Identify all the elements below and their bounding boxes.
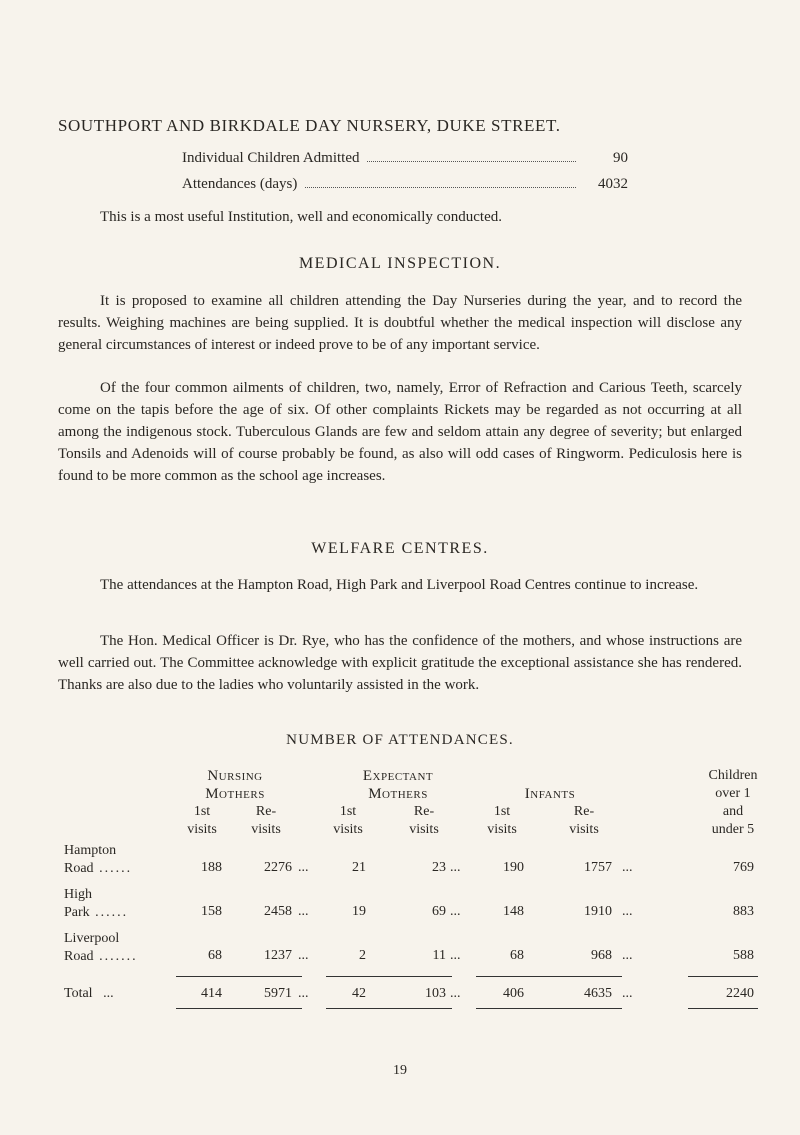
page-heading: SOUTHPORT AND BIRKDALE DAY NURSERY, DUKE STREET.	[58, 116, 561, 135]
header-expectant: Expectant	[362, 768, 434, 784]
dot-leader: ...	[622, 948, 633, 963]
medical-paragraph-1: It is proposed to examine all children attending the Day Nurseries during the year, and to record the results. Weighing machines are being supplied. It is doubtful whether the medical inspection will disclose any general circumstances of interest or indeed prove to be of any important service.	[58, 293, 742, 353]
header-children-over: over 1	[715, 786, 751, 801]
cell-highpark-nm-re: 2458	[264, 904, 292, 919]
welfare-paragraph-1: The attendances at the Hampton Road, High Park and Liverpool Road Centres continue to increase.	[100, 577, 699, 593]
subheader-in-first-visits: visits	[487, 822, 517, 837]
dot-leader	[367, 160, 576, 162]
header-expectant-mothers: Mothers	[368, 786, 428, 802]
cell-highpark-nm-first: 158	[201, 904, 222, 919]
cell-total-in-re: 4635	[584, 986, 612, 1001]
cell-liverpool-nm-re: 1237	[264, 948, 292, 963]
rule-total-top	[476, 976, 622, 977]
cell-liverpool-nm-first: 68	[208, 948, 222, 963]
rule-total-bottom	[476, 1008, 622, 1009]
dot-leader: ...	[450, 860, 461, 875]
stat-value: 90	[613, 150, 628, 166]
dot-leader: ...	[450, 904, 461, 919]
dot-leader	[305, 186, 576, 188]
page-number: 19	[393, 1063, 407, 1078]
stat-row-attendances	[182, 176, 628, 193]
header-children-and: and	[722, 804, 744, 819]
row-label-line2: Park	[64, 905, 90, 920]
welfare-section-title: WELFARE CENTRES.	[311, 540, 489, 557]
subheader-nm-re-visits: visits	[251, 822, 281, 837]
subheader-em-first: 1st	[339, 804, 357, 819]
total-label-row	[64, 986, 114, 1002]
cell-highpark-children: 883	[733, 904, 754, 919]
subheader-em-re: Re-	[413, 804, 435, 819]
row-label	[64, 930, 184, 966]
welfare-paragraph-2: The Hon. Medical Officer is Dr. Rye, who has the confidence of the mothers, and whose instructions are well carried out. The Committee acknowledge with explicit gratitude the exceptional assistance she has rendered. Thanks are also due to the ladies who voluntarily assisted in the work.	[58, 633, 742, 693]
header-nursing-mothers: Mothers	[205, 786, 265, 802]
table-title: NUMBER OF ATTENDANCES.	[286, 732, 514, 748]
subheader-in-re-visits: visits	[569, 822, 599, 837]
header-children: Children	[708, 768, 758, 783]
cell-highpark-in-re: 1910	[584, 904, 612, 919]
cell-liverpool-em-re: 11	[432, 948, 446, 963]
rule-total-top	[326, 976, 452, 977]
dot-leader: .......	[93, 949, 138, 964]
stat-value: 4032	[598, 176, 628, 192]
rule-total-bottom	[176, 1008, 302, 1009]
cell-liverpool-children: 588	[733, 948, 754, 963]
subheader-in-re: Re-	[573, 804, 595, 819]
cell-highpark-em-first: 19	[352, 904, 366, 919]
medical-section-title: MEDICAL INSPECTION.	[298, 255, 502, 272]
cell-total-children: 2240	[726, 986, 754, 1001]
subheader-in-first: 1st	[493, 804, 511, 819]
dot-leader: ...	[450, 948, 461, 963]
subheader-em-first-visits: visits	[333, 822, 363, 837]
stat-label: Individual Children Admitted	[182, 150, 360, 166]
subheader-em-re-visits: visits	[409, 822, 439, 837]
dot-leader: ......	[93, 861, 133, 876]
intro-paragraph: This is a most useful Institution, well and economically conducted.	[100, 209, 503, 225]
cell-total-em-re: 103	[425, 986, 446, 1001]
dot-leader: ......	[89, 905, 129, 920]
cell-liverpool-in-first: 68	[510, 948, 524, 963]
dot-leader: ...	[622, 986, 633, 1001]
cell-total-nm-first: 414	[201, 986, 222, 1001]
cell-hampton-em-re: 23	[432, 860, 446, 875]
dot-leader: ...	[298, 860, 309, 875]
cell-hampton-em-first: 21	[352, 860, 366, 875]
dot-leader: ...	[298, 986, 309, 1001]
dot-leader: ...	[92, 986, 114, 1001]
dot-leader: ...	[298, 948, 309, 963]
cell-hampton-nm-first: 188	[201, 860, 222, 875]
header-nursing: Nursing	[207, 768, 263, 784]
row-label	[64, 886, 184, 922]
header-children-under: under 5	[711, 822, 755, 837]
cell-hampton-children: 769	[733, 860, 754, 875]
dot-leader: ...	[450, 986, 461, 1001]
row-label-line1: High	[64, 887, 92, 902]
subheader-nm-re: Re-	[255, 804, 277, 819]
cell-total-em-first: 42	[352, 986, 366, 1001]
medical-paragraph-2: Of the four common ailments of children, two, namely, Error of Refraction and Carious Teeth, scarcely come on the tapis before the age of six. Of other complaints Rickets may be regarded as not occurring at all among the indigenous stock. Tuberculous Glands are few and seldom attain any degree of severity; but enlarged Tonsils and Adenoids will of course probably be found, as also will odd cases of Ringworm. Pediculosis here is found to be more common as the school age increases.	[58, 380, 742, 484]
subheader-nm-first: 1st	[193, 804, 211, 819]
rule-total-top	[176, 976, 302, 977]
total-label: Total	[64, 986, 93, 1001]
subheader-nm-first-visits: visits	[187, 822, 217, 837]
cell-highpark-in-first: 148	[503, 904, 524, 919]
cell-total-nm-re: 5971	[264, 986, 292, 1001]
row-label-line2: Road	[64, 861, 94, 876]
cell-total-in-first: 406	[503, 986, 524, 1001]
row-label-line1: Liverpool	[64, 931, 120, 946]
cell-hampton-nm-re: 2276	[264, 860, 292, 875]
cell-highpark-em-re: 69	[432, 904, 446, 919]
rule-total-top	[688, 976, 758, 977]
cell-hampton-in-re: 1757	[584, 860, 612, 875]
cell-liverpool-in-re: 968	[591, 948, 612, 963]
row-label-line2: Road	[64, 949, 94, 964]
cell-liverpool-em-first: 2	[359, 948, 366, 963]
dot-leader: ...	[622, 860, 633, 875]
rule-total-bottom	[326, 1008, 452, 1009]
row-label-line1: Hampton	[64, 843, 117, 858]
dot-leader: ...	[298, 904, 309, 919]
row-label	[64, 842, 184, 878]
header-infants: Infants	[524, 786, 576, 802]
stat-label: Attendances (days)	[182, 176, 298, 192]
dot-leader: ...	[622, 904, 633, 919]
stat-row-admitted	[182, 150, 628, 167]
rule-total-bottom	[688, 1008, 758, 1009]
cell-hampton-in-first: 190	[503, 860, 524, 875]
